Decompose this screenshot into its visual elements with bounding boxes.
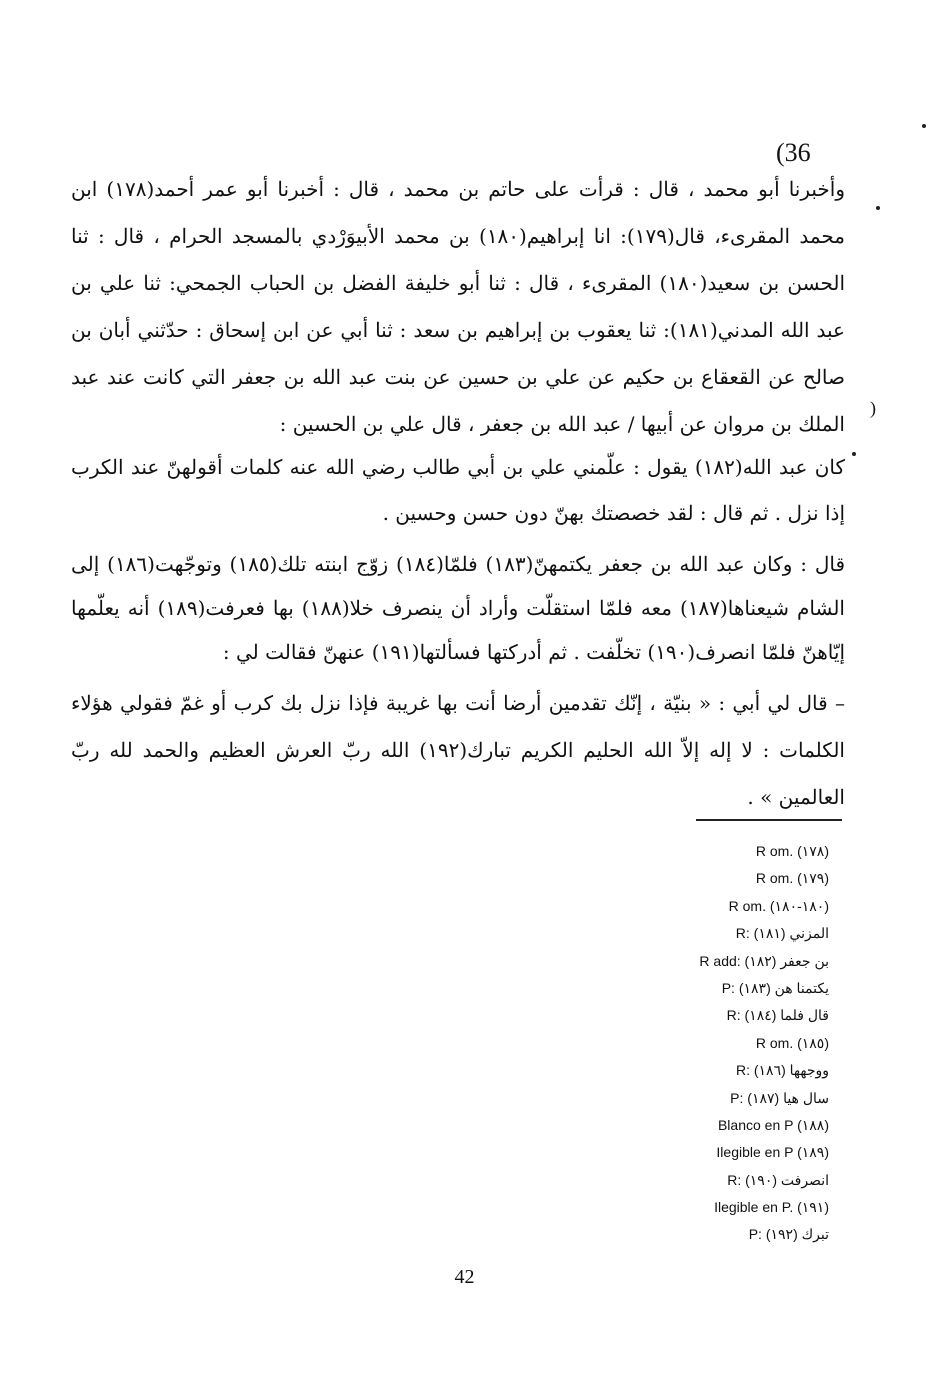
footnote-item: R: انصرفت (١٩٠) [727, 1171, 829, 1188]
footnote-item: P: يكتمنا هن (١٨٣) [721, 979, 829, 996]
paragraph-text: – قال لي أبي : « بنيّة ، إنّك تقدمين أرضا أنت بها غريبة فإذا نزل بك كرب أو غمّ فقولي هؤلاء الكلمات : لا إله إلاّ الله الحليم الكريم تبارك(١٩٢) الله ربّ العرش العظيم والحمد لله ربّ العالمين » . [71, 691, 845, 809]
footnote-item: Ilegible en P. (١٩١) [714, 1199, 829, 1216]
footnotes-list [569, 838, 829, 1249]
footnote-item: R: قال فلما (١٨٤) [726, 1007, 829, 1024]
margin-dot [852, 452, 856, 456]
footnote-item: R add: بن جعفر (١٨٢) [699, 952, 829, 969]
paragraph-isnad [71, 166, 845, 448]
footnote-divider [696, 819, 842, 821]
section-number: (36 [776, 138, 811, 167]
page-number: 42 [454, 1266, 475, 1288]
paragraph-quote [71, 444, 845, 536]
footnote-item: R: المزني (١٨١) [735, 925, 829, 942]
paragraph-text: قال : وكان عبد الله بن جعفر يكتمهنّ(١٨٣) فلمّا(١٨٤) زوّج ابنته تلك(١٨٥) وتوجّهت(١٨٦) إلى الشام شيعناها(١٨٧) معه فلمّا استقلّت وأراد أن ينصرف خلا(١٨٨) بها فعرفت(١٨٩) أنه يعلّمها إيّاهنّ فلمّا انصرف(١٩٠) تخلّفت . ثم أدركتها فسألتها(١٩١) عنهنّ فقالت لي : [71, 552, 845, 664]
footnote-item: P: سال هيا (١٨٧) [730, 1089, 829, 1106]
footnote-item: P: تبرك (١٩٢) [748, 1226, 829, 1243]
footnote-item: R om. (١٨٥) [755, 1034, 829, 1051]
paragraph-text: وأخبرنا أبو محمد ، قال : قرأت على حاتم بن محمد ، قال : أخبرنا أبو عمر أحمد(١٧٨) ابن محمد المقرىء، قال(١٧٩): انا إبراهيم(١٨٠) بن محمد الأبيوَرْدي بالمسجد الحرام ، قال : ثنا الحسن بن سعيد(١٨٠) المقرىء ، قال : ثنا أبو خليفة الفضل بن الحباب الجمحي: ثنا علي بن عبد الله المدني(١٨١): ثنا يعقوب بن إبراهيم بن سعد : ثنا أبي عن ابن إسحاق : حدّثني أبان بن صالح عن القعقاع بن حكيم عن علي بن حسين عن بنت عبد الله بن جعفر التي كانت عند عبد الملك بن مروان عن أبيها / عبد الله بن جعفر ، قال علي بن الحسين : [71, 177, 846, 436]
paragraph-text: كان عبد الله(١٨٢) يقول : علّمني علي بن أبي طالب رضي الله عنه كلمات أقولهنّ عند الكرب إذا نزل . ثم قال : لقد خصصتك بهنّ دون حسن وحسين . [71, 455, 845, 525]
footnote-item: R: ووجهها (١٨٦) [735, 1062, 829, 1079]
footnote-item: Ilegible en P (١٨٩) [716, 1144, 829, 1161]
footnote-item: R om. (١٧٨) [755, 843, 829, 859]
footnote-item: R om. (١٨٠-١٨٠) [728, 897, 829, 914]
margin-dot [876, 206, 880, 210]
margin-parenthesis: ) [870, 398, 876, 418]
margin-dot [922, 124, 926, 128]
paragraph-narration [71, 542, 845, 674]
footnote-item: Blanco en P (١٨٨) [717, 1116, 829, 1133]
footnote-item: R om. (١٧٩) [755, 870, 829, 887]
paragraph-supplication [71, 680, 845, 821]
